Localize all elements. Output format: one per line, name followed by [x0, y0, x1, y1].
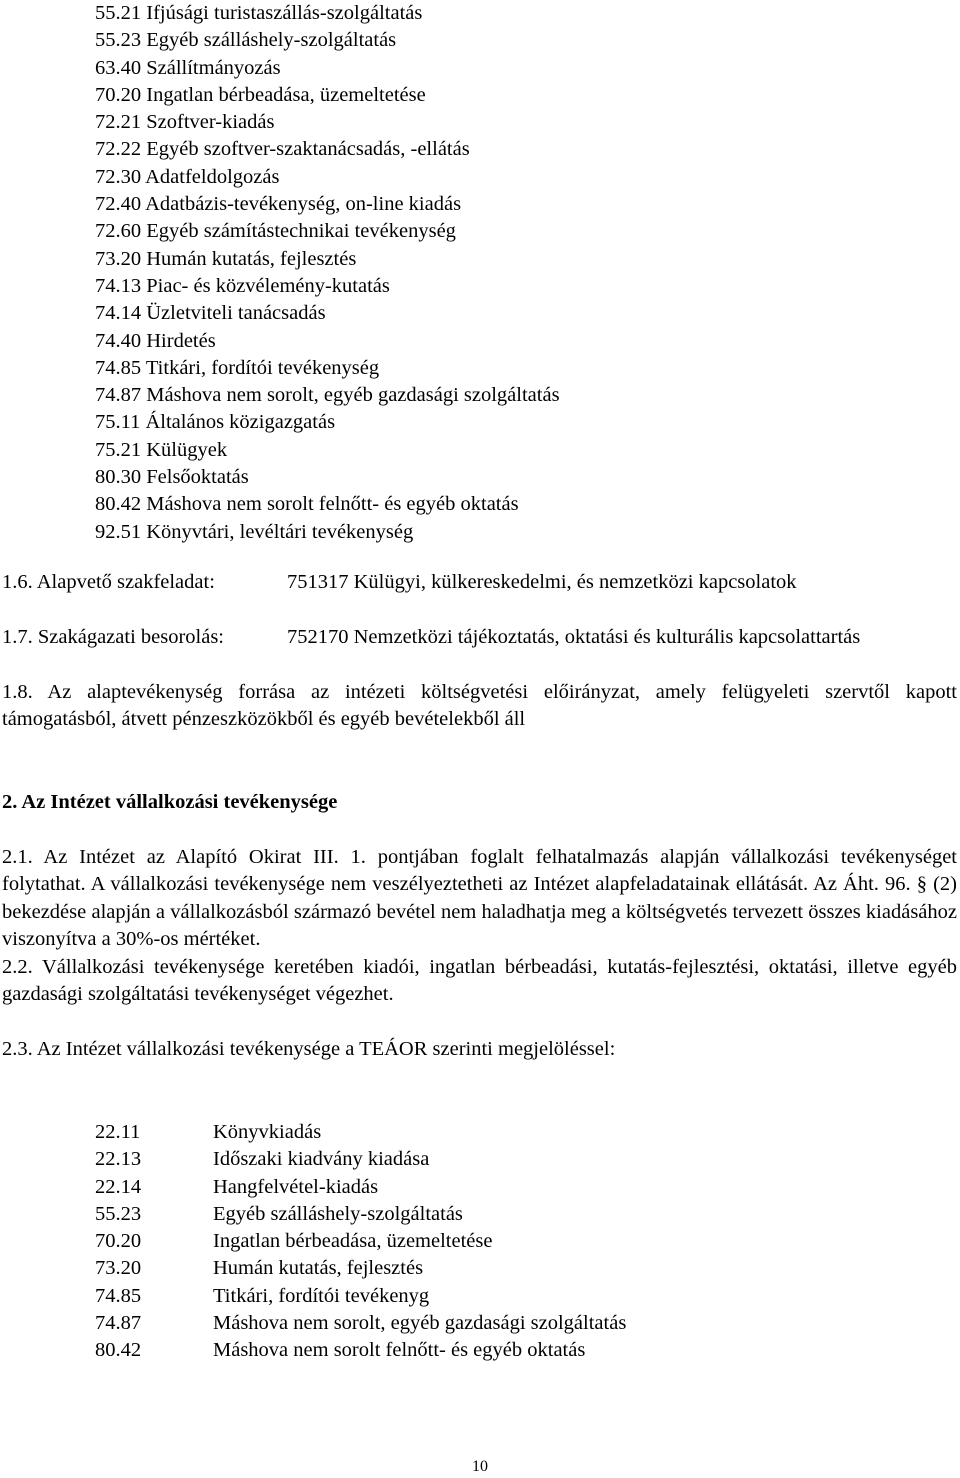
paragraph-1-8: 1.8. Az alaptevékenység forrása az intézeti költségvetési előirányzat, amely felügyeleti szervtől kapott támogatásból, átvett pénzeszközökből és egyéb bevételekből áll — [2, 681, 957, 731]
list-item: 55.21 Ifjúsági turistaszállás-szolgáltatás — [95, 2, 423, 24]
list-item: 63.40 Szállítmányozás — [95, 56, 281, 79]
field-alapveto-szakfeladat — [2, 569, 797, 596]
list-item: 73.20 Humán kutatás, fejlesztés — [95, 247, 357, 270]
section-heading: 2. Az Intézet vállalkozási tevékenysége — [2, 791, 338, 813]
paragraph-2-3: 2.3. Az Intézet vállalkozási tevékenysége a TEÁOR szerinti megjelöléssel: — [2, 1038, 616, 1060]
list-item: 72.21 Szoftver-kiadás — [95, 111, 275, 134]
activity-label: Máshova nem sorolt felnőtt- és egyéb oktatás — [213, 1339, 586, 1362]
paragraph-2-2: 2.2. Vállalkozási tevékenysége keretében kiadói, ingatlan bérbeadási, kutatás-fejlesztési, oktatási, illetve egyéb gazdasági szolgáltatási tevékenységet végezhet. — [2, 956, 957, 1006]
activity-code: 80.42 — [95, 1339, 142, 1362]
activity-label: Humán kutatás, fejlesztés — [213, 1257, 424, 1280]
activity-label: Egyéb szálláshely-szolgáltatás — [213, 1202, 463, 1225]
activity-code: 74.87 — [95, 1312, 142, 1335]
activity-label: Ingatlan bérbeadása, üzemeltetése — [213, 1230, 493, 1253]
list-item: 92.51 Könyvtári, levéltári tevékenység — [95, 520, 414, 543]
field-value: 752170 Nemzetközi tájékoztatás, oktatási és kulturális kapcsolattartás — [287, 626, 861, 648]
field-value: 751317 Külügyi, külkereskedelmi, és nemzetközi kapcsolatok — [287, 571, 797, 593]
list-item: 55.23 Egyéb szálláshely-szolgáltatás — [95, 29, 397, 52]
activity-code: 70.20 — [95, 1230, 142, 1253]
list-item: 74.14 Üzletviteli tanácsadás — [95, 302, 326, 325]
activity-label: Máshova nem sorolt, egyéb gazdasági szolgáltatás — [213, 1312, 627, 1335]
activity-code: 74.85 — [95, 1284, 142, 1307]
list-item: 74.40 Hirdetés — [95, 329, 216, 352]
list-item: 74.85 Titkári, fordítói tevékenység — [95, 356, 380, 379]
list-item: 70.20 Ingatlan bérbeadása, üzemeltetése — [95, 83, 426, 106]
list-item: 80.30 Felsőoktatás — [95, 466, 249, 489]
activity-code: 55.23 — [95, 1202, 142, 1225]
list-item: 72.22 Egyéb szoftver-szaktanácsadás, -ellátás — [95, 138, 470, 161]
activities-list — [95, 0, 560, 546]
list-item: 74.87 Máshova nem sorolt, egyéb gazdasági szolgáltatás — [95, 384, 560, 407]
activity-label: Időszaki kiadvány kiadása — [213, 1148, 430, 1171]
activity-code: 22.13 — [95, 1148, 142, 1171]
list-item: 75.11 Általános közigazgatás — [95, 411, 336, 434]
list-item: 72.30 Adatfeldolgozás — [95, 165, 280, 188]
field-label: 1.6. Alapvető szakfeladat: — [2, 571, 215, 593]
activity-label: Titkári, fordítói tevékenyg — [213, 1284, 430, 1307]
list-item: 72.60 Egyéb számítástechnikai tevékenység — [95, 220, 456, 243]
activity-label: Könyvkiadás — [213, 1121, 322, 1143]
activity-code: 22.14 — [95, 1175, 142, 1198]
list-item: 80.42 Máshova nem sorolt felnőtt- és egyéb oktatás — [95, 493, 519, 516]
activity-code: 22.11 — [95, 1121, 141, 1143]
field-szakagazati-besorolas — [2, 624, 861, 651]
list-item: 75.21 Külügyek — [95, 438, 228, 461]
field-label: 1.7. Szakágazati besorolás: — [2, 626, 225, 648]
page-number: 10 — [472, 1458, 488, 1475]
list-item: 72.40 Adatbázis-tevékenység, on-line kiadás — [95, 193, 462, 216]
list-item: 74.13 Piac- és közvélemény-kutatás — [95, 274, 390, 297]
activity-code: 73.20 — [95, 1257, 142, 1280]
paragraph-2-1: 2.1. Az Intézet az Alapító Okirat III. 1. pontjában foglalt felhatalmazás alapján vállalkozási tevékenységet folytathat. A vállalkozási tevékenysége nem veszélyeztetheti az Intézet alapfeladatainak ellátását. Az Áht. 96. § (2) bekezdése alapján a vállalkozásból származó bevétel nem haladhatja meg a költségvetés tervezett összes kiadásához viszonyítva a 30%-os mértéket. — [2, 846, 957, 951]
activity-label: Hangfelvétel-kiadás — [213, 1175, 379, 1198]
